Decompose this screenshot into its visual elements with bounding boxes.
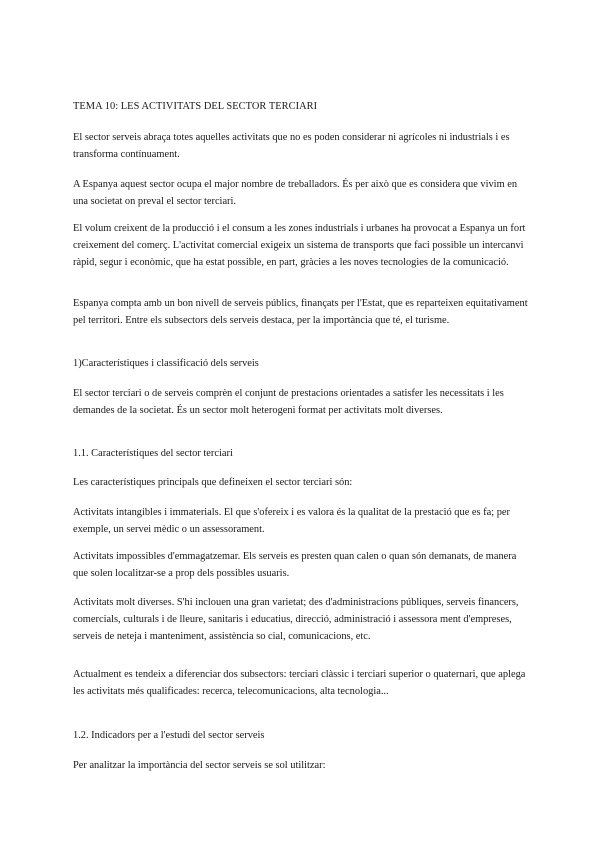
- paragraph-commerce: El volum creixent de la producció i el consum a les zones industrials i urbanes ha provocat a Espanya un fort creixement del comerç. L'activitat comercial exigeix un sistema de transports que faci possible un intercanvi ràpid, segur i econòmic, que ha estat possible, en part, gràcies a les noves tecnologies de la comunicació.: [73, 223, 526, 269]
- paragraph-intangible: Activitats intangibles i immaterials. El que s'ofereix i es valora és la qualitat de la prestació que es fa; per exemple, un servei mèdic o un assessorament.: [73, 507, 510, 536]
- paragraph-intro: El sector serveis abraça totes aquelles activitats que no es poden considerar ni agrícoles ni industrials i es transforma contínuament.: [73, 132, 510, 161]
- paragraph-public-services: Espanya compta amb un bon nivell de serveis públics, finançats per l'Estat, que es reparteixen equitativament pel territori. Entre els subsectors dels serveis destaca, per la importància que té, el turisme.: [73, 298, 528, 327]
- paragraph-subsectors: Actualment es tendeix a diferenciar dos subsectors: terciari clàssic i terciari superior o quaternari, que aplega les activitats més qualificades: recerca, telecomunicacions, alta tecnologia...: [73, 669, 526, 698]
- paragraph-definition: El sector terciari o de serveis comprèn el conjunt de prestacions orientades a satisfer les necessitats i les demandes de la societat. És un sector molt heterogeni format per activitats molt diverses.: [73, 388, 504, 417]
- document-title: TEMA 10: LES ACTIVITATS DEL SECTOR TERCIARI: [73, 101, 318, 112]
- paragraph-diverse: Activitats molt diverses. S'hi inclouen una gran varietat; des d'administracions públiques, serveis financers, comercials, culturals i de lleure, sanitaris i educatius, direcció, administració i assessora ment d'empreses, serveis de neteja i manteniment, assistència so cial, comunicacions, etc.: [73, 597, 519, 643]
- section-heading-1-2: 1.2. Indicadors per a l'estudi del sector serveis: [73, 730, 265, 741]
- paragraph-not-storable: Activitats impossibles d'emmagatzemar. Els serveis es presten quan calen o quan són demanats, de manera que solen localitzar-se a prop dels possibles usuaris.: [73, 551, 517, 580]
- section-heading-1: 1)Característiques i classificació dels serveis: [73, 358, 259, 369]
- paragraph-characteristics-intro: Les característiques principals que defineixen el sector terciari són:: [73, 477, 353, 488]
- section-heading-1-1: 1.1. Característiques del sector terciari: [73, 448, 233, 459]
- paragraph-employment: A Espanya aquest sector ocupa el major nombre de treballadors. És per això que es considera que vivim en una societat on preval el sector terciari.: [73, 179, 518, 208]
- paragraph-indicators-intro: Per analitzar la importància del sector serveis se sol utilitzar:: [73, 760, 326, 771]
